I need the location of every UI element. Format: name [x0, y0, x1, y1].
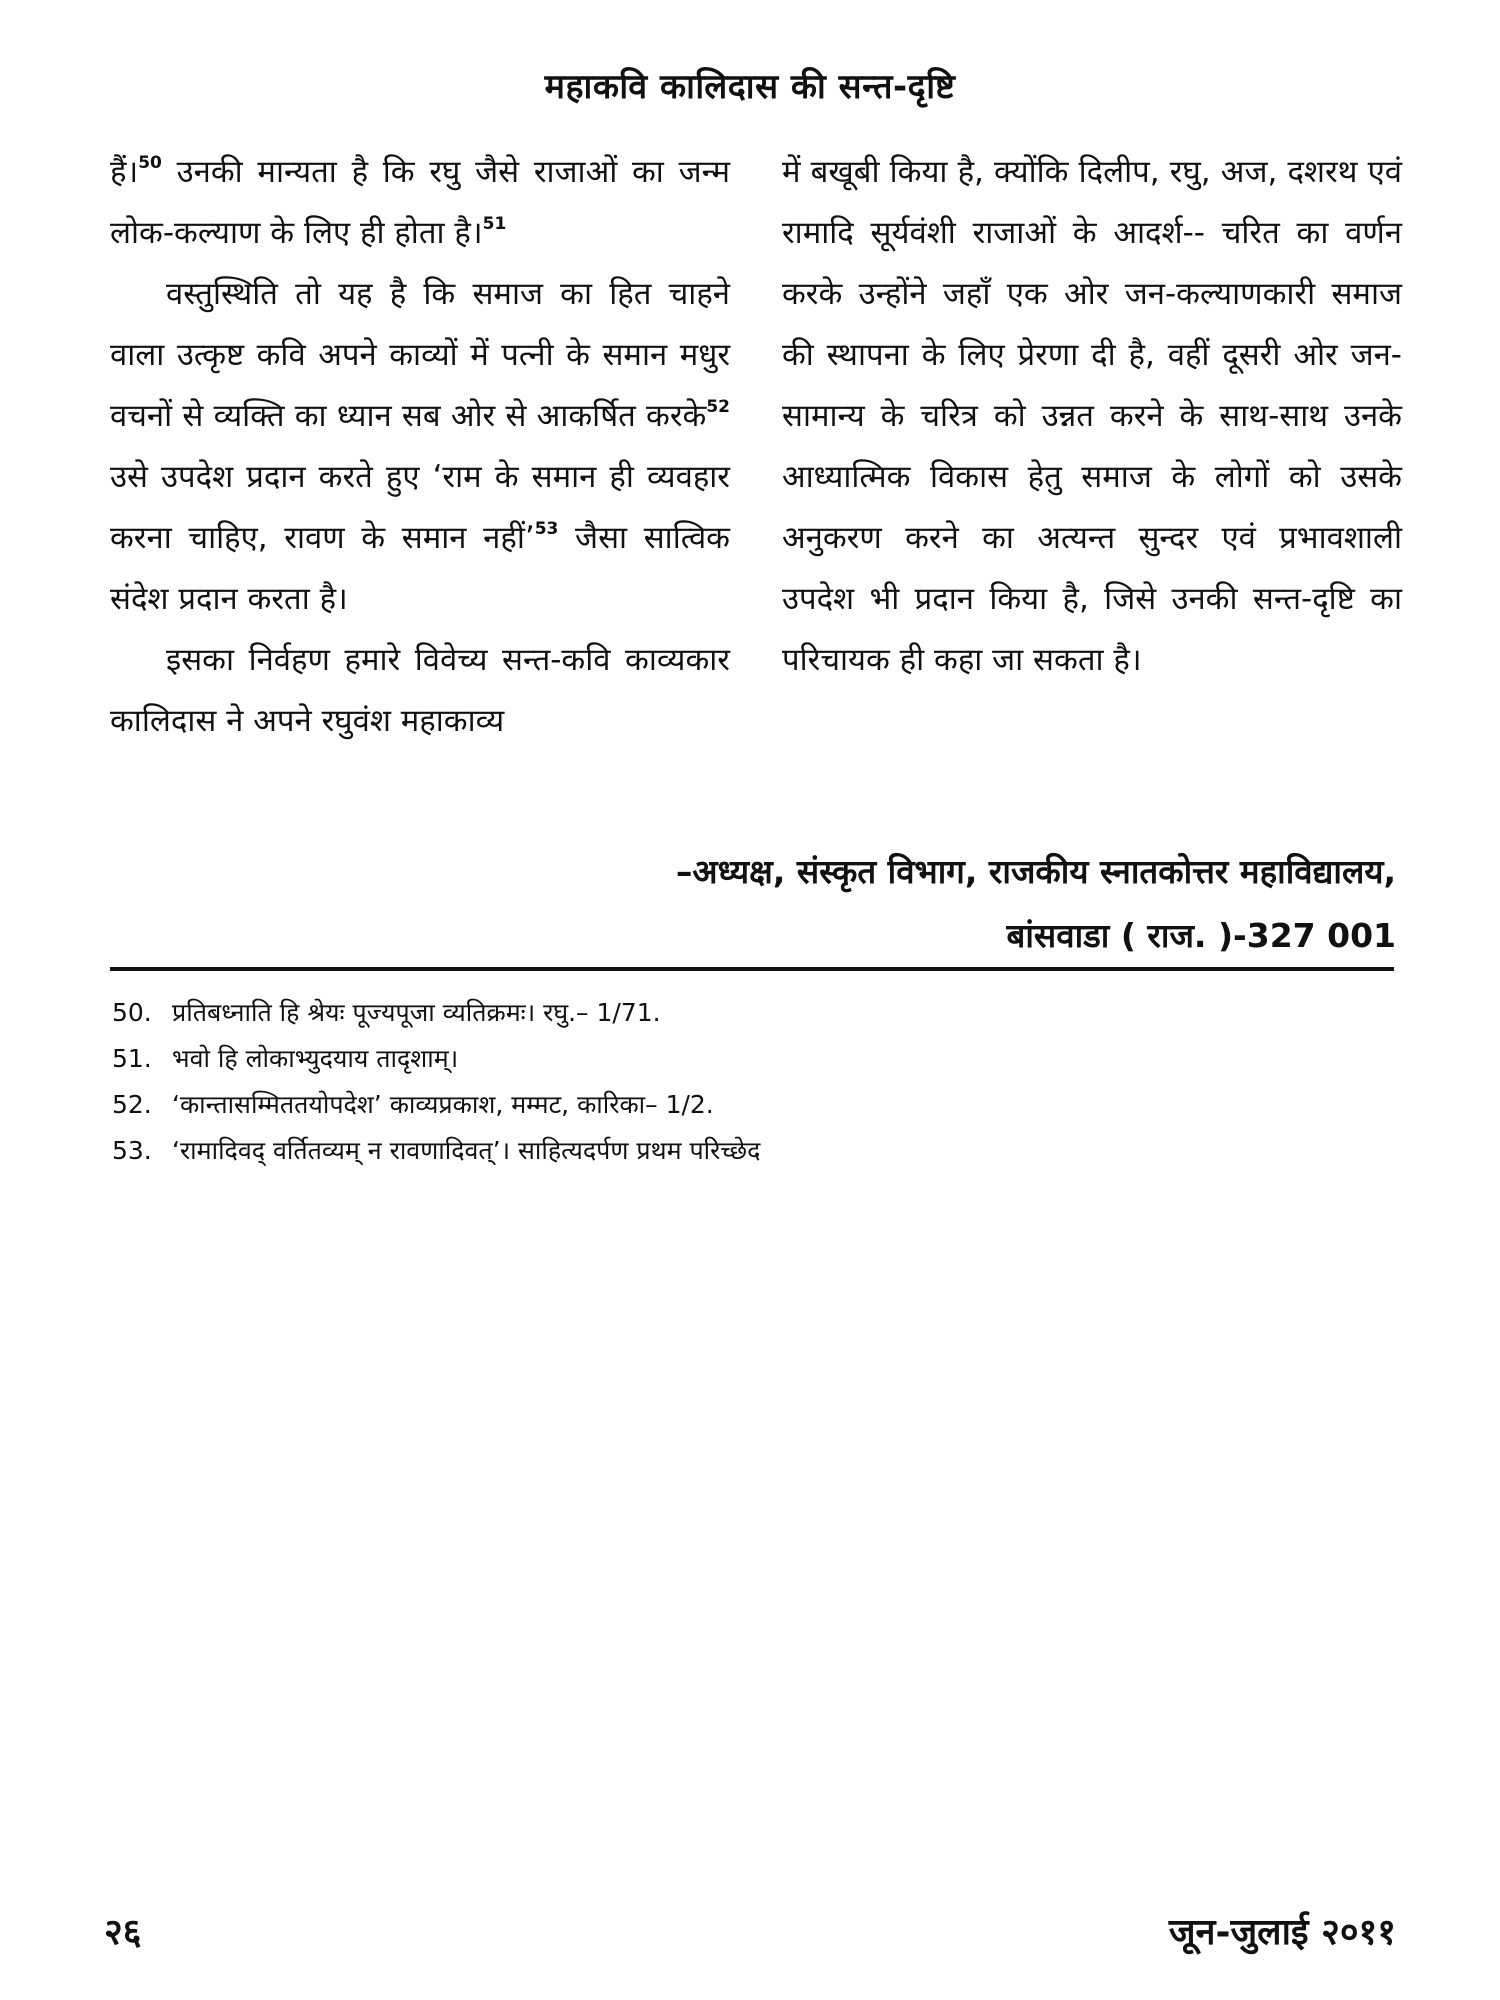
- text-span: उसे उपदेश प्रदान करते हुए ‘राम के समान ही व्यवहार करना चाहिए, रावण के समान नहीं’: [110, 459, 730, 556]
- footnote-text: ‘रामादिवद् वर्तितव्यम् न रावणादिवत्’। साहित्यदर्पण प्रथम परिच्छेद: [172, 1136, 761, 1165]
- footnote-item: [112, 1082, 1312, 1128]
- footnote-divider: [110, 967, 1394, 971]
- left-column: [110, 142, 730, 752]
- footnote-item: [112, 1128, 1312, 1174]
- footnote-number: 53.: [112, 1136, 152, 1165]
- author-affiliation: [676, 840, 1396, 968]
- footnote-ref-51: 51: [482, 214, 507, 234]
- footnotes: [112, 990, 1312, 1174]
- footnote-ref-53: 53: [534, 519, 559, 539]
- affiliation-line-1: –अध्यक्ष, संस्कृत विभाग, राजकीय स्नातकोत्तर महाविद्यालय,: [675, 852, 1396, 891]
- affiliation-line-2: बांसवाडा ( राज. )-327 001: [1006, 916, 1396, 955]
- footnote-number: 50.: [112, 998, 152, 1027]
- left-paragraph-2: [110, 264, 730, 630]
- right-column: [782, 142, 1402, 691]
- footnote-text: ‘कान्तासम्मिततयोपदेश’ काव्यप्रकाश, मम्मट, कारिका– 1/2.: [172, 1090, 714, 1119]
- footnote-ref-52: 52: [706, 397, 730, 417]
- footnote-item: [112, 1036, 1312, 1082]
- page-number: २६: [104, 1912, 142, 1953]
- footnote-number: 51.: [112, 1044, 152, 1073]
- text-span: हैं।: [110, 154, 139, 190]
- footnote-text: भवो हि लोकाभ्युदयाय तादृशाम्।: [172, 1044, 459, 1073]
- left-paragraph-1: [110, 142, 730, 264]
- text-span: जैसा सात्विक संदेश प्रदान करता है।: [110, 520, 730, 617]
- running-head-title: महाकवि कालिदास की सन्त-दृष्टि: [544, 67, 956, 107]
- text-span: वस्तुस्थिति तो यह है कि समाज का हित चाहने वाला उत्कृष्ट कवि अपने काव्यों में पत्नी के समान मधुर वचनों से व्यक्ति का ध्यान सब ओर से आकर्षित करके: [110, 276, 730, 434]
- text-span: उनकी मान्यता है कि रघु जैसे राजाओं का जन्म लोक-कल्याण के लिए ही होता है।: [110, 154, 730, 251]
- footnote-ref-50: 50: [138, 153, 162, 173]
- footnote-number: 52.: [112, 1090, 152, 1119]
- right-paragraph-1: में बखूबी किया है, क्योंकि दिलीप, रघु, अज, दशरथ एवं रामादि सूर्यवंशी राजाओं के आदर्श-- चरित का वर्णन करके उन्होंने जहाँ एक ओर जन-कल्याणकारी समाज की स्थापना के लिए प्रेरणा दी है, वहीं दूसरी ओर जन-सामान्य के चरित्र को उन्नत करने के साथ-साथ उनके आध्यात्मिक विकास हेतु समाज के लोगों को उसके अनुकरण करने का अत्यन्त सुन्दर एवं प्रभावशाली उपदेश भी प्रदान किया है, जिसे उनकी सन्त-दृष्टि का परिचायक ही कहा जा सकता है।: [782, 154, 1402, 678]
- left-paragraph-3: इसका निर्वहण हमारे विवेच्य सन्त-कवि काव्यकार कालिदास ने अपने रघुवंश महाकाव्य: [110, 642, 730, 739]
- footnote-text: प्रतिबध्नाति हि श्रेयः पूज्यपूजा व्यतिक्रमः। रघु.– 1/71.: [172, 998, 661, 1027]
- issue-date: जून-जुलाई २०११: [1168, 1912, 1396, 1953]
- footnote-item: [112, 990, 1312, 1036]
